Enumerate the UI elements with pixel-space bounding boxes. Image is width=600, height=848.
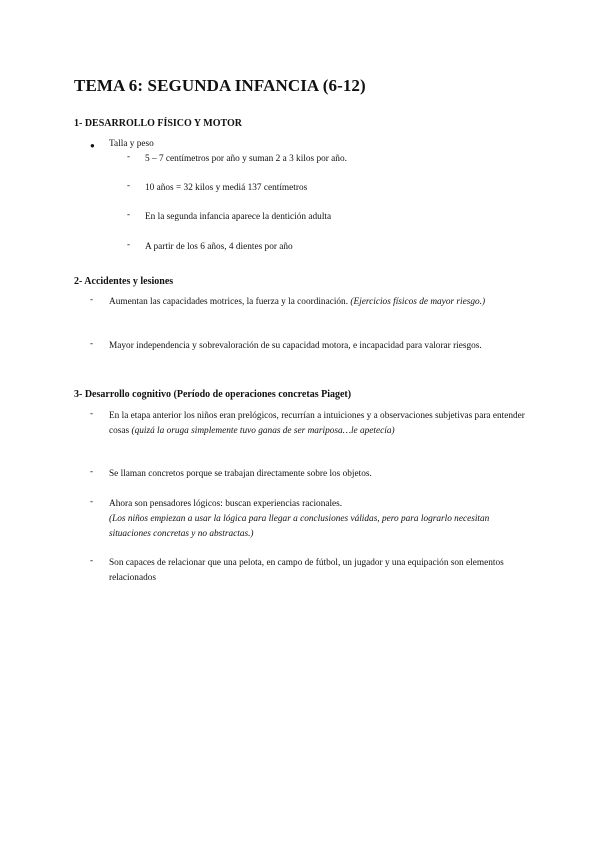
dash-marker: - <box>90 295 94 305</box>
section-3-item-1-text: En la etapa anterior los niños eran prelógicos, recurrían a intuiciones y a observaciones subjetivas para entender cosas <box>109 411 525 436</box>
section-3-item-1 <box>109 409 529 439</box>
dash-marker: - <box>90 497 94 507</box>
bullet-marker: ● <box>90 141 95 150</box>
dash-marker: - <box>90 556 94 566</box>
section-2-item-1 <box>109 295 529 310</box>
section-1-heading: 1- DESARROLLO FÍSICO Y MOTOR <box>74 118 242 129</box>
dash-marker: - <box>90 339 94 349</box>
dash-marker: - <box>127 210 131 220</box>
section-2-item-2: Mayor independencia y sobrevaloración de su capacidad motora, e incapacidad para valorar riesgos. <box>109 341 482 351</box>
dash-marker: - <box>127 240 131 250</box>
section-3-item-3-text: Ahora son pensadores lógicos: buscan experiencias racionales. <box>109 499 343 509</box>
section-3-item-1-note: (quizá la oruga simplemente tuvo ganas de ser mariposa…le apetecía) <box>131 426 395 436</box>
section-3-item-3-note: (Los niños empiezan a usar la lógica para llegar a conclusiones válidas, pero para lograrlo necesitan situaciones concretas y no abstractas.) <box>109 514 490 539</box>
dash-marker: - <box>127 181 131 191</box>
section-3-item-3 <box>109 497 529 542</box>
section-1-item-2: 10 años = 32 kilos y mediá 137 centímetros <box>145 183 308 193</box>
section-1-item-3: En la segunda infancia aparece la dentición adulta <box>145 212 332 222</box>
page-title: TEMA 6: SEGUNDA INFANCIA (6-12) <box>74 76 366 95</box>
section-3-heading: 3- Desarrollo cognitivo (Período de operaciones concretas Piaget) <box>74 389 352 400</box>
section-2-item-1-note: (Ejercicios físicos de mayor riesgo.) <box>350 297 486 307</box>
dash-marker: - <box>90 409 94 419</box>
section-1-item-1: 5 – 7 centímetros por año y suman 2 a 3 kilos por año. <box>145 154 347 164</box>
section-3-item-4: Son capaces de relacionar que una pelota, en campo de fútbol, un jugador y una equipación son elementos relacionados <box>109 558 504 583</box>
section-2-item-1-text: Aumentan las capacidades motrices, la fuerza y la coordinación. <box>109 297 349 307</box>
section-1-item-4: A partir de los 6 años, 4 dientes por año <box>145 242 293 252</box>
dash-marker: - <box>127 152 131 162</box>
dash-marker: - <box>90 467 94 477</box>
section-2-heading: 2- Accidentes y lesiones <box>74 276 174 287</box>
section-1-bullet-text: Talla y peso <box>109 139 154 149</box>
section-3-item-2: Se llaman concretos porque se trabajan directamente sobre los objetos. <box>109 469 372 479</box>
